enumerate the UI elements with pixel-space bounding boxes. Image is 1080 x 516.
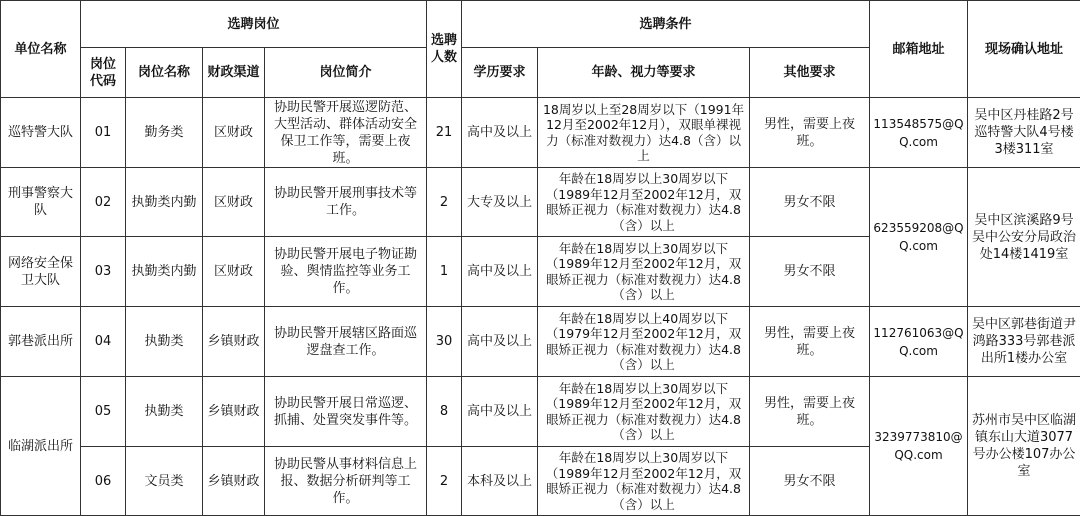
unit-cell: 网络安全保卫大队 — [1, 237, 81, 307]
age-vision-cell: 年龄在18周岁以上30周岁以下（1989年12月至2002年12月，双眼矫正视力（标准对数视力）达4.8（含）以上 — [538, 447, 750, 516]
name-cell: 执勤类内勤 — [126, 237, 203, 307]
name-cell: 执勤类 — [126, 307, 203, 377]
code-cell: 06 — [81, 447, 126, 516]
name-cell: 文员类 — [126, 447, 203, 516]
address-cell: 吴中区滨溪路9号吴中公安分局政治处14楼1419室 — [968, 168, 1080, 307]
education-cell: 大专及以上 — [462, 168, 538, 237]
finance-cell: 乡镇财政 — [203, 377, 265, 447]
table-row — [1, 307, 1080, 377]
age-vision-cell: 年龄在18周岁以上30周岁以下（1989年12月至2002年12月，双眼矫正视力（标准对数视力）达4.8（含）以上 — [538, 377, 750, 447]
intro-cell: 协助民警开展巡逻防范、大型活动、群体活动安全保卫工作等，需要上夜班。 — [265, 98, 427, 168]
intro-cell: 协助民警开展日常巡逻、抓捕、处置突发事件等。 — [265, 377, 427, 447]
header-condition-group: 选聘条件 — [462, 1, 870, 48]
header-unit-name: 单位名称 — [1, 1, 81, 98]
unit-cell: 巡特警大队 — [1, 98, 81, 168]
address-cell: 苏州市吴中区临湖镇东山大道3077号办公楼107办公室 — [968, 377, 1080, 516]
education-cell: 高中及以上 — [462, 377, 538, 447]
name-cell: 勤务类 — [126, 98, 203, 168]
table-row — [1, 377, 1080, 447]
count-cell: 8 — [427, 377, 462, 447]
age-vision-cell: 年龄在18周岁以上30周岁以下（1989年12月至2002年12月，双眼矫正视力（标准对数视力）达4.8（含）以上 — [538, 168, 750, 237]
email-cell: 112761063@QQ.com — [870, 307, 968, 377]
code-cell: 02 — [81, 168, 126, 237]
intro-cell: 协助民警开展刑事技术等工作。 — [265, 168, 427, 237]
unit-cell: 临湖派出所 — [1, 377, 81, 516]
code-cell: 04 — [81, 307, 126, 377]
count-cell: 2 — [427, 168, 462, 237]
header-email: 邮箱地址 — [870, 1, 968, 98]
education-cell: 高中及以上 — [462, 237, 538, 307]
education-cell: 高中及以上 — [462, 98, 538, 168]
finance-cell: 区财政 — [203, 237, 265, 307]
intro-cell: 协助民警从事材料信息上报、数据分析研判等工作。 — [265, 447, 427, 516]
address-cell: 吴中区郭巷街道尹鸿路333号郭巷派出所1楼办公室 — [968, 307, 1080, 377]
table-row — [1, 98, 1080, 168]
header-position-group: 选聘岗位 — [81, 1, 427, 48]
header-position-code: 岗位代码 — [81, 48, 126, 98]
header-hire-count: 选聘人数 — [427, 1, 462, 98]
email-cell: 3239773810@QQ.com — [870, 377, 968, 516]
other-cell: 男性，需要上夜班。 — [750, 307, 870, 377]
name-cell: 执勤类内勤 — [126, 168, 203, 237]
address-cell: 吴中区丹桂路2号巡特警大队4号楼3楼311室 — [968, 98, 1080, 168]
education-cell: 高中及以上 — [462, 307, 538, 377]
finance-cell: 区财政 — [203, 98, 265, 168]
unit-cell: 郭巷派出所 — [1, 307, 81, 377]
intro-cell: 协助民警开展辖区路面巡逻盘查工作。 — [265, 307, 427, 377]
unit-cell: 刑事警察大队 — [1, 168, 81, 237]
count-cell: 30 — [427, 307, 462, 377]
intro-cell: 协助民警开展电子物证勘验、舆情监控等业务工作。 — [265, 237, 427, 307]
header-position-name: 岗位名称 — [126, 48, 203, 98]
finance-cell: 乡镇财政 — [203, 307, 265, 377]
email-cell: 623559208@QQ.com — [870, 168, 968, 307]
header-finance-channel: 财政渠道 — [203, 48, 265, 98]
name-cell: 执勤类 — [126, 377, 203, 447]
finance-cell: 乡镇财政 — [203, 447, 265, 516]
header-site-address: 现场确认地址 — [968, 1, 1080, 98]
age-vision-cell: 年龄在18周岁以上30周岁以下（1989年12月至2002年12月，双眼矫正视力（标准对数视力）达4.8（含）以上 — [538, 237, 750, 307]
code-cell: 01 — [81, 98, 126, 168]
header-other-req: 其他要求 — [750, 48, 870, 98]
count-cell: 21 — [427, 98, 462, 168]
header-age-vision: 年龄、视力等要求 — [538, 48, 750, 98]
other-cell: 男女不限 — [750, 168, 870, 237]
count-cell: 1 — [427, 237, 462, 307]
count-cell: 2 — [427, 447, 462, 516]
email-cell: 113548575@QQ.com — [870, 98, 968, 168]
education-cell: 本科及以上 — [462, 447, 538, 516]
other-cell: 男女不限 — [750, 237, 870, 307]
header-education: 学历要求 — [462, 48, 538, 98]
other-cell: 男性，需要上夜班。 — [750, 377, 870, 447]
code-cell: 03 — [81, 237, 126, 307]
table-row — [1, 168, 1080, 237]
age-vision-cell: 18周岁以上至28周岁以下（1991年12月至2002年12月），双眼单裸视力（标准对数视力）达4.8（含）以上 — [538, 98, 750, 168]
age-vision-cell: 年龄在18周岁以上40周岁以下（1979年12月至2002年12月，双眼矫正视力（标准对数视力）达4.8（含）以上 — [538, 307, 750, 377]
header-position-intro: 岗位简介 — [265, 48, 427, 98]
code-cell: 05 — [81, 377, 126, 447]
other-cell: 男性，需要上夜班。 — [750, 98, 870, 168]
other-cell: 男女不限 — [750, 447, 870, 516]
finance-cell: 区财政 — [203, 168, 265, 237]
